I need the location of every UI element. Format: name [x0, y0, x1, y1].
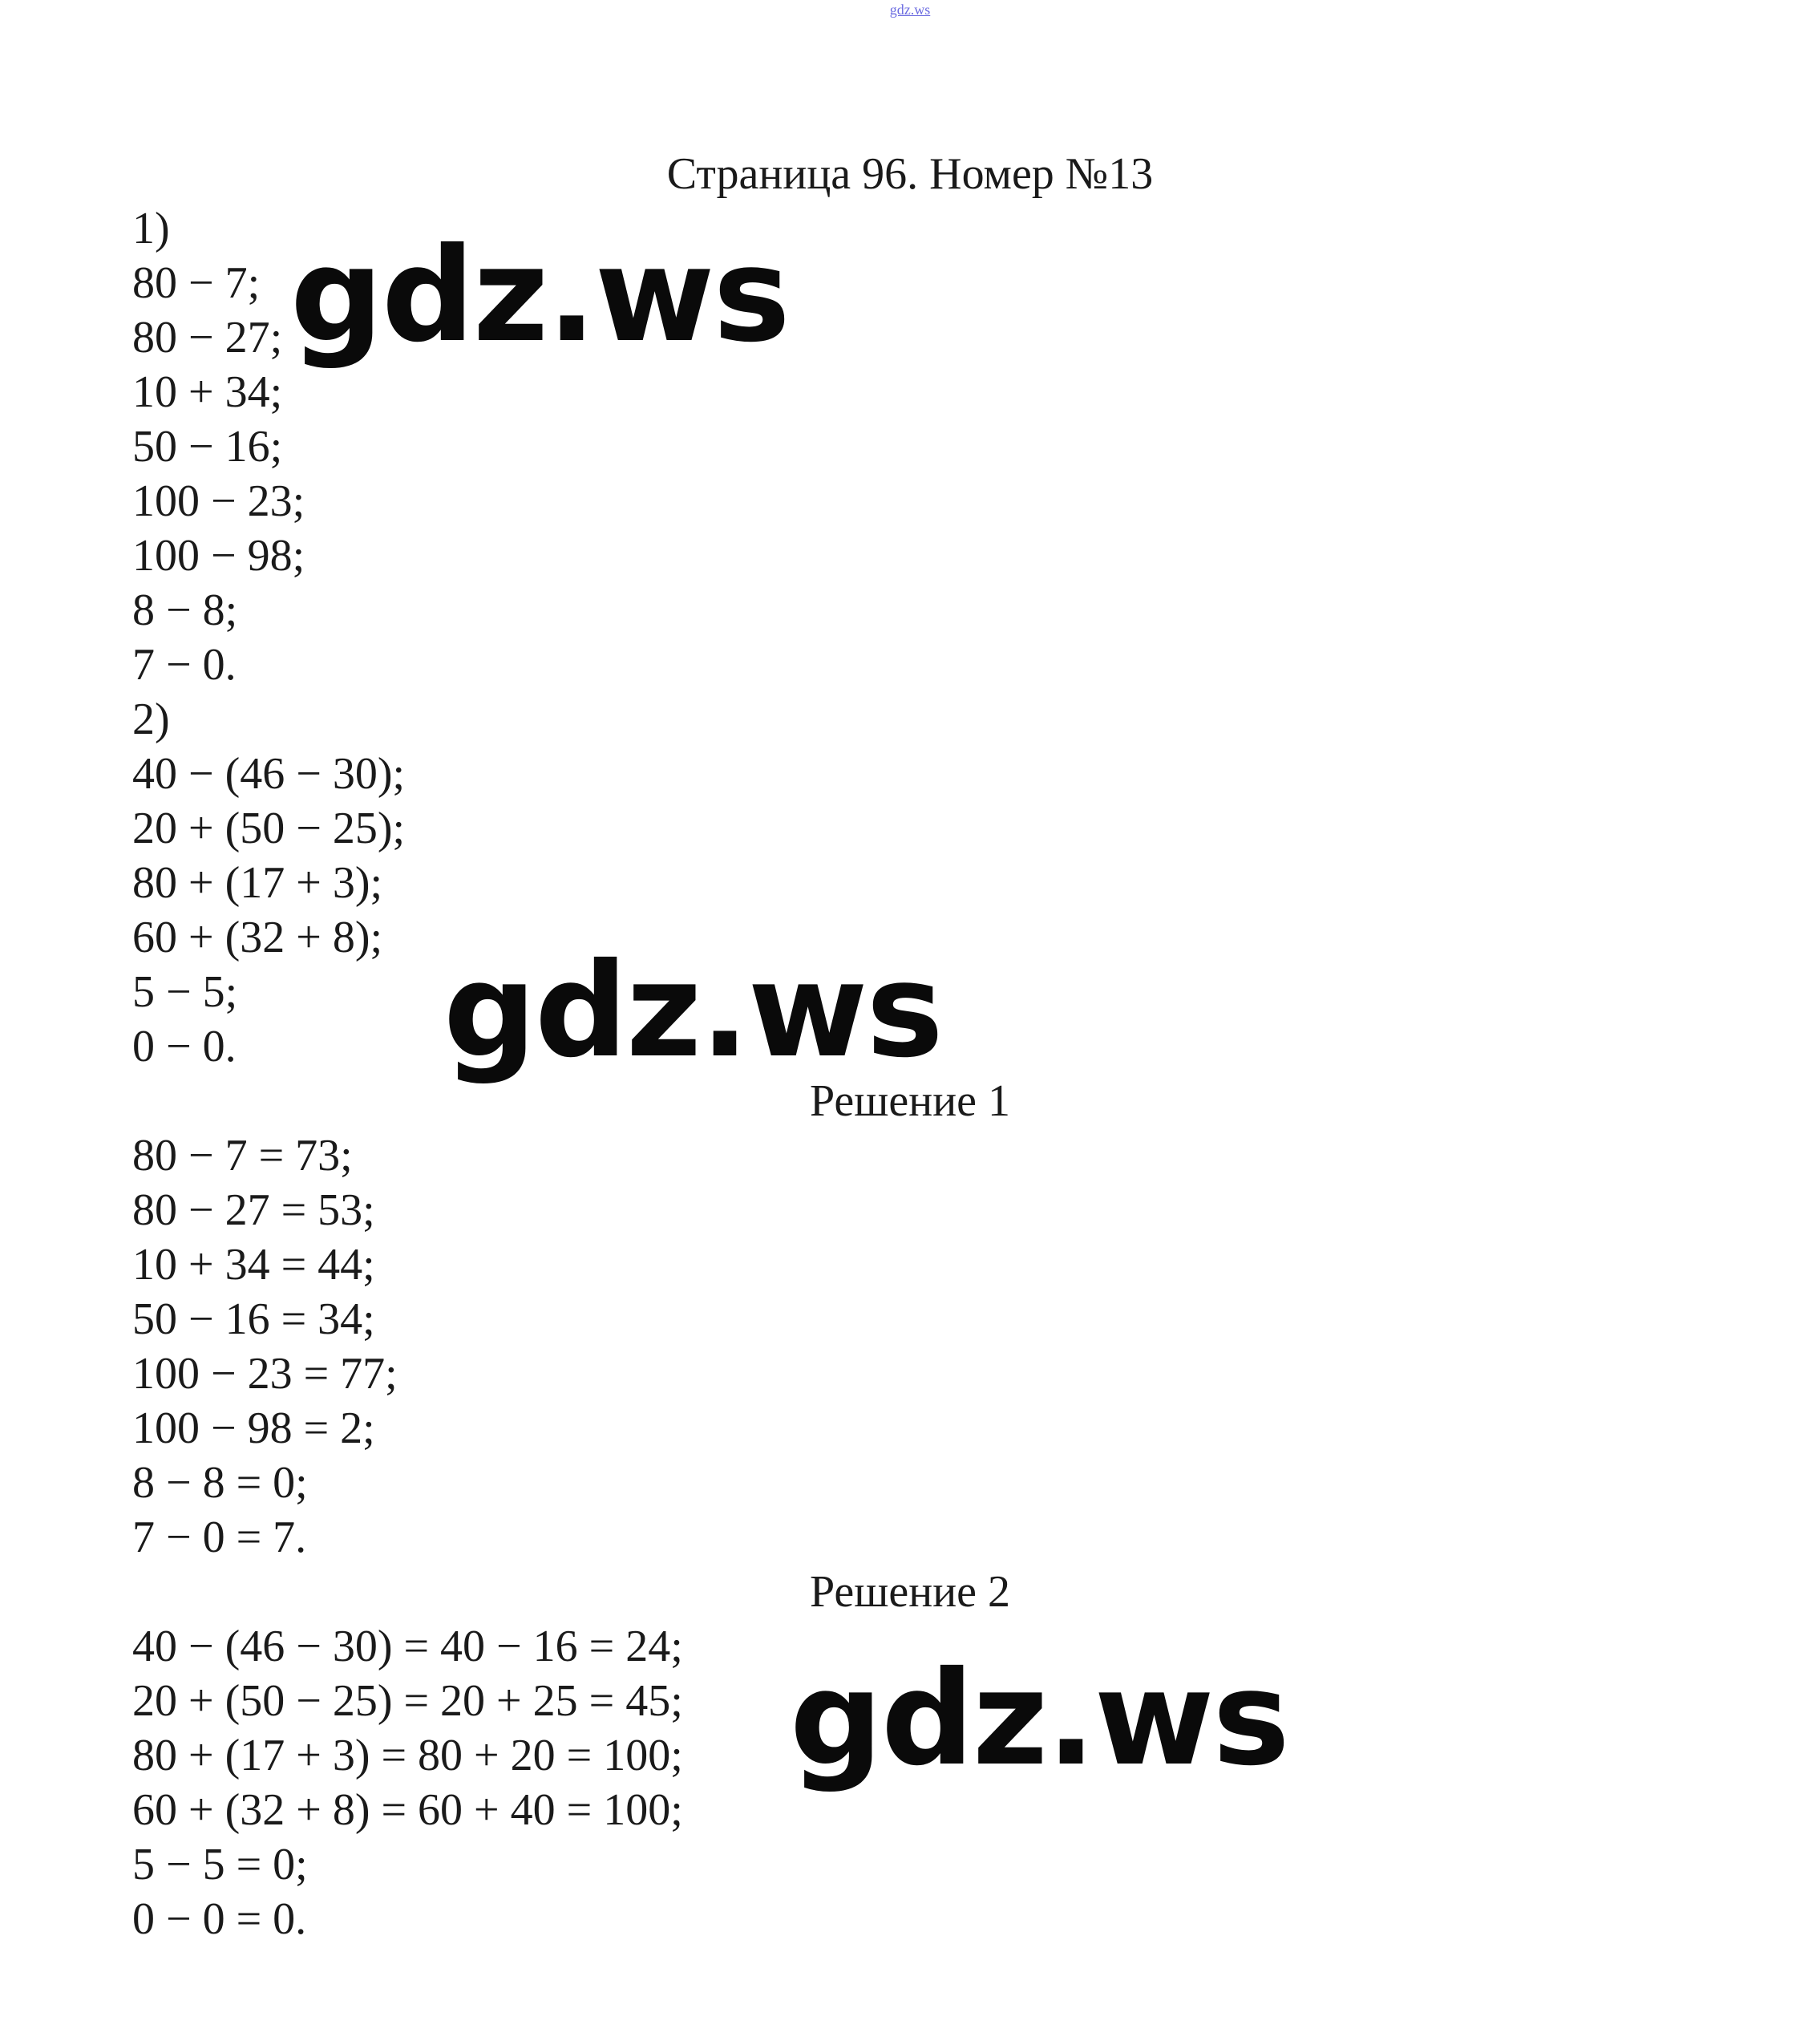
part1-label: 1) — [132, 204, 170, 253]
task-line: 20 + (50 − 25); — [132, 804, 406, 853]
task-line: 100 − 23; — [132, 476, 305, 526]
solution-line: 80 − 7 = 73; — [132, 1131, 353, 1180]
solution-line: 40 − (46 − 30) = 40 − 16 = 24; — [132, 1622, 683, 1671]
solution2-heading: Решение 2 — [809, 1567, 1011, 1617]
task-line: 100 − 98; — [132, 531, 305, 581]
task-line: 80 − 27; — [132, 313, 283, 362]
task-line: 8 − 8; — [132, 585, 238, 635]
solution-line: 100 − 98 = 2; — [132, 1403, 375, 1453]
solution-line: 80 − 27 = 53; — [132, 1185, 375, 1235]
task-line: 80 − 7; — [132, 258, 261, 308]
solution-line: 5 − 5 = 0; — [132, 1840, 308, 1889]
header-site-link[interactable]: gdz.ws — [889, 2, 931, 18]
solution-line: 8 − 8 = 0; — [132, 1458, 308, 1508]
task-line: 7 − 0. — [132, 640, 237, 690]
solution-line: 50 − 16 = 34; — [132, 1294, 375, 1344]
part2-label: 2) — [132, 695, 170, 744]
watermark-logo: gdz.ws — [790, 1644, 1288, 1795]
solution-line: 10 + 34 = 44; — [132, 1240, 375, 1290]
solution-line: 20 + (50 − 25) = 20 + 25 = 45; — [132, 1676, 683, 1726]
task-line: 10 + 34; — [132, 367, 283, 417]
task-line: 0 − 0. — [132, 1022, 237, 1071]
solution-line: 100 − 23 = 77; — [132, 1349, 398, 1399]
solution-line: 80 + (17 + 3) = 80 + 20 = 100; — [132, 1731, 683, 1780]
task-line: 50 − 16; — [132, 422, 283, 472]
page-title: Страница 96. Номер №13 — [666, 149, 1154, 199]
task-line: 40 − (46 − 30); — [132, 749, 406, 799]
solution-line: 7 − 0 = 7. — [132, 1513, 307, 1562]
watermark-logo: gdz.ws — [290, 221, 789, 371]
watermark-logo: gdz.ws — [443, 936, 942, 1087]
task-line: 80 + (17 + 3); — [132, 858, 383, 908]
solution-line: 60 + (32 + 8) = 60 + 40 = 100; — [132, 1785, 683, 1835]
task-line: 60 + (32 + 8); — [132, 913, 383, 962]
task-line: 5 − 5; — [132, 967, 238, 1017]
solution1-heading: Решение 1 — [809, 1076, 1011, 1126]
solution-line: 0 − 0 = 0. — [132, 1894, 307, 1944]
